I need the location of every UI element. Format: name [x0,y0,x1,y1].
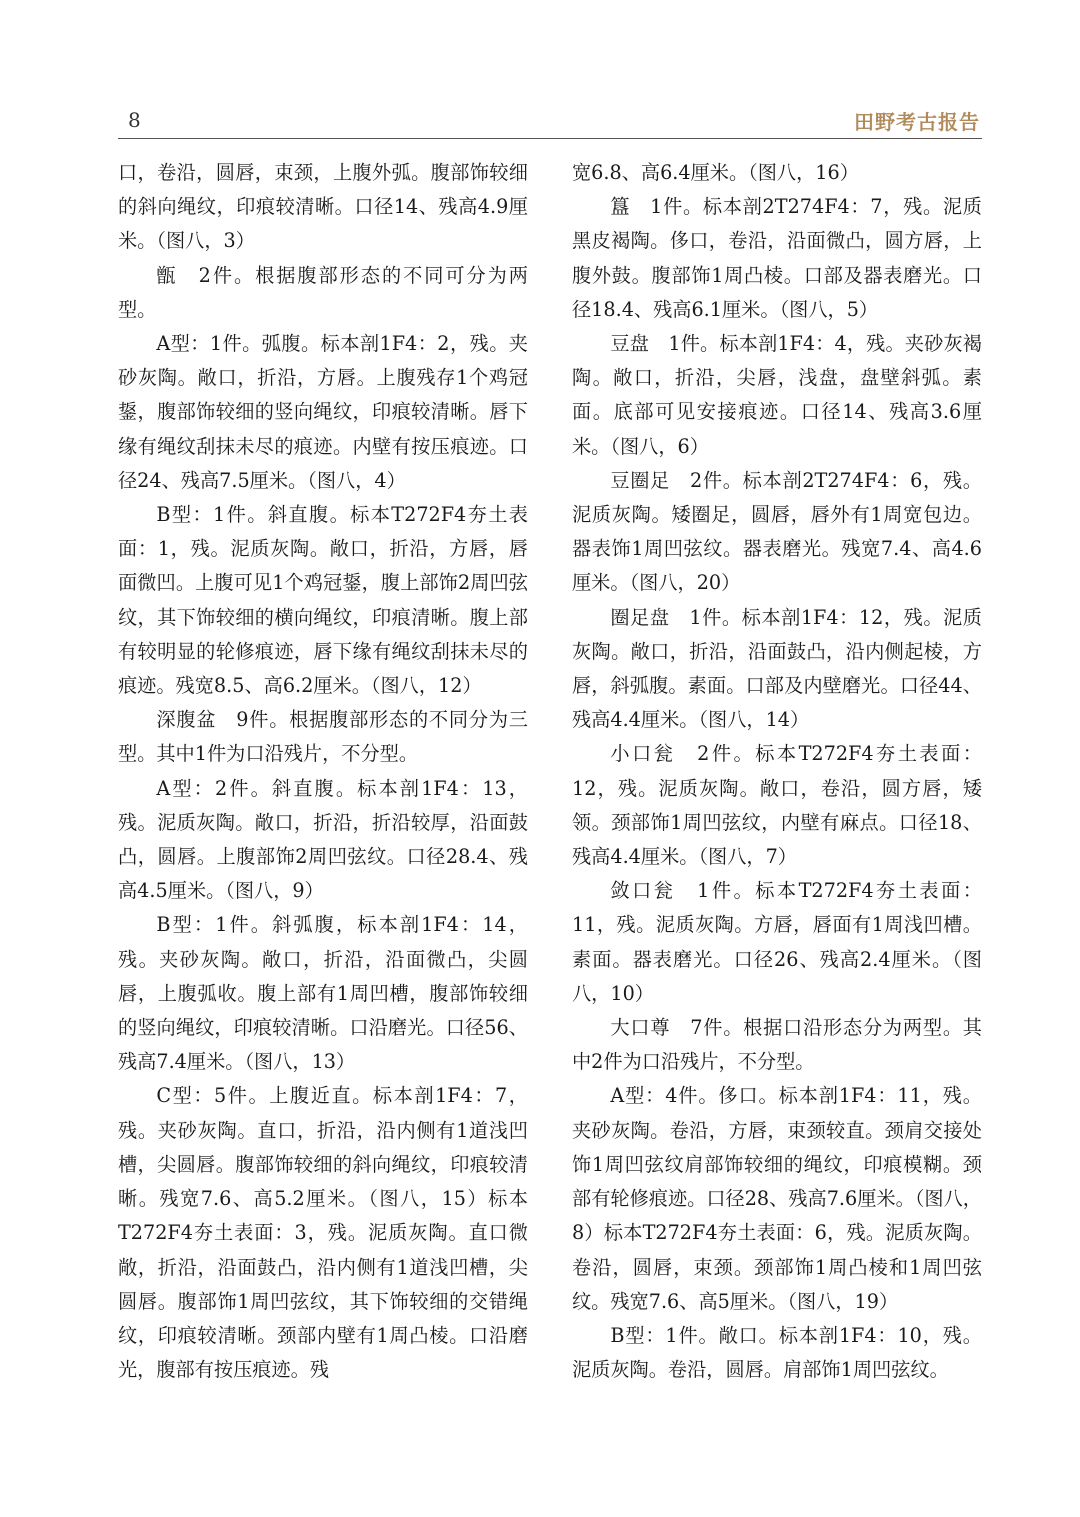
paragraph: 敛口瓮 1件。标本T272F4夯土表面：11，残。泥质灰陶。方唇，唇面有1周浅凹槽。素面。器表磨光。口径26、残高2.4厘米。（图八，10） [572,879,982,1005]
paragraph: B型：1件。斜直腹。标本T272F4夯土表面：1，残。泥质灰陶。敞口，折沿，方唇，唇面微凹。上腹可见1个鸡冠鋬，腹上部饰2周凹弦纹，其下饰较细的横向绳纹，印痕清晰。腹上部有较明显的轮修痕迹，唇下缘有绳纹刮抹未尽的痕迹。残宽8.5、高6.2厘米。（图八，12） [118,503,528,698]
paragraph: 口，卷沿，圆唇，束颈，上腹外弧。腹部饰较细的斜向绳纹，印痕较清晰。口径14、残高4.9厘米。（图八，3） [118,161,528,253]
paragraph: 豆圈足 2件。标本剖2T274F4：6，残。泥质灰陶。矮圈足，圆唇，唇外有1周宽包边。器表饰1周凹弦纹。器表磨光。残宽7.4、高4.6厘米。（图八，20） [572,468,982,595]
paragraph: 簋 1件。标本剖2T274F4：7，残。泥质黑皮褐陶。侈口，卷沿，沿面微凸，圆方唇，上腹外鼓。腹部饰1周凸棱。口部及器表磨光。口径18.4、残高6.1厘米。（图八，5） [572,195,982,321]
paragraph: 深腹盆 9件。根据腹部形态的不同分为三型。其中1件为口沿残片，不分型。 [118,708,528,766]
paragraph: A型：2件。斜直腹。标本剖1F4：13，残。泥质灰陶。敞口，折沿，折沿较厚，沿面鼓凸，圆唇。上腹部饰2周凹弦纹。口径28.4、残高4.5厘米。（图八，9） [118,776,528,903]
paragraph: 宽6.8、高6.4厘米。（图八，16） [572,161,859,184]
paragraph: 甑 2件。根据腹部形态的不同可分为两型。 [118,263,528,321]
paragraph: C型：5件。上腹近直。标本剖1F4：7，残。夹砂灰陶。直口，折沿，沿内侧有1道浅凹槽，尖圆唇。腹部饰较细的斜向绳纹，印痕较清晰。残宽7.6、高5.2厘米。（图八，15）标本T272F4夯土表面：3，残。泥质灰陶。直口微敞，折沿，沿面鼓凸，沿内侧有1道浅凹槽，尖圆唇。腹部饰1周凹弦纹，其下饰较细的交错绳纹，印痕较清晰。颈部内壁有1周凸棱。口沿磨光，腹部有按压痕迹。残 [118,1084,528,1382]
page-number: 8 [128,108,141,132]
paragraph: A型：4件。侈口。标本剖1F4：11，残。夹砂灰陶。卷沿，方唇，束颈较直。颈肩交接处饰1周凹弦纹肩部饰较细的绳纹，印痕模糊。颈部有轮修痕迹。口径28、残高7.6厘米。（图八，8）标本T272F4夯土表面：6，残。泥质灰陶。卷沿，圆唇，束颈。颈部饰1周凸棱和1周凹弦纹。残宽7.6、高5厘米。（图八，19） [572,1084,982,1313]
right-column [572,156,982,1387]
paragraph: 小口瓮 2件。标本T272F4夯土表面：12，残。泥质灰陶。敞口，卷沿，圆方唇，矮领。颈部饰1周凹弦纹，内壁有麻点。口径18、残高4.4厘米。（图八，7） [572,742,982,869]
paragraph: B型：1件。敞口。标本剖1F4：10，残。泥质灰陶。卷沿，圆唇。肩部饰1周凹弦纹。 [572,1323,982,1382]
paragraph: 大口尊 7件。根据口沿形态分为两型。其中2件为口沿残片，不分型。 [572,1016,982,1074]
running-title: 田野考古报告 [854,110,980,134]
header-rule [118,138,982,139]
paragraph: B型：1件。斜弧腹，标本剖1F4：14，残。夹砂灰陶。敞口，折沿，沿面微凸，尖圆唇，上腹弧收。腹上部有1周凹槽，腹部饰较细的竖向绳纹，印痕较清晰。口沿磨光。口径56、残高7.4厘米。（图八，13） [118,913,528,1074]
paragraph: 豆盘 1件。标本剖1F4：4，残。夹砂灰褐陶。敞口，折沿，尖唇，浅盘，盘壁斜弧。素面。底部可见安接痕迹。口径14、残高3.6厘米。（图八，6） [572,332,982,458]
left-column [118,156,528,1387]
paragraph: 圈足盘 1件。标本剖1F4：12，残。泥质灰陶。敞口，折沿，沿面鼓凸，沿内侧起棱，方唇，斜弧腹。素面。口部及内壁磨光。口径44、残高4.4厘米。（图八，14） [572,605,982,732]
paragraph: A型：1件。弧腹。标本剖1F4：2，残。夹砂灰陶。敞口，折沿，方唇。上腹残存1个鸡冠鋬，腹部饰较细的竖向绳纹，印痕较清晰。唇下缘有绳纹刮抹未尽的痕迹。内壁有按压痕迹。口径24、残高7.5厘米。（图八，4） [118,332,528,492]
